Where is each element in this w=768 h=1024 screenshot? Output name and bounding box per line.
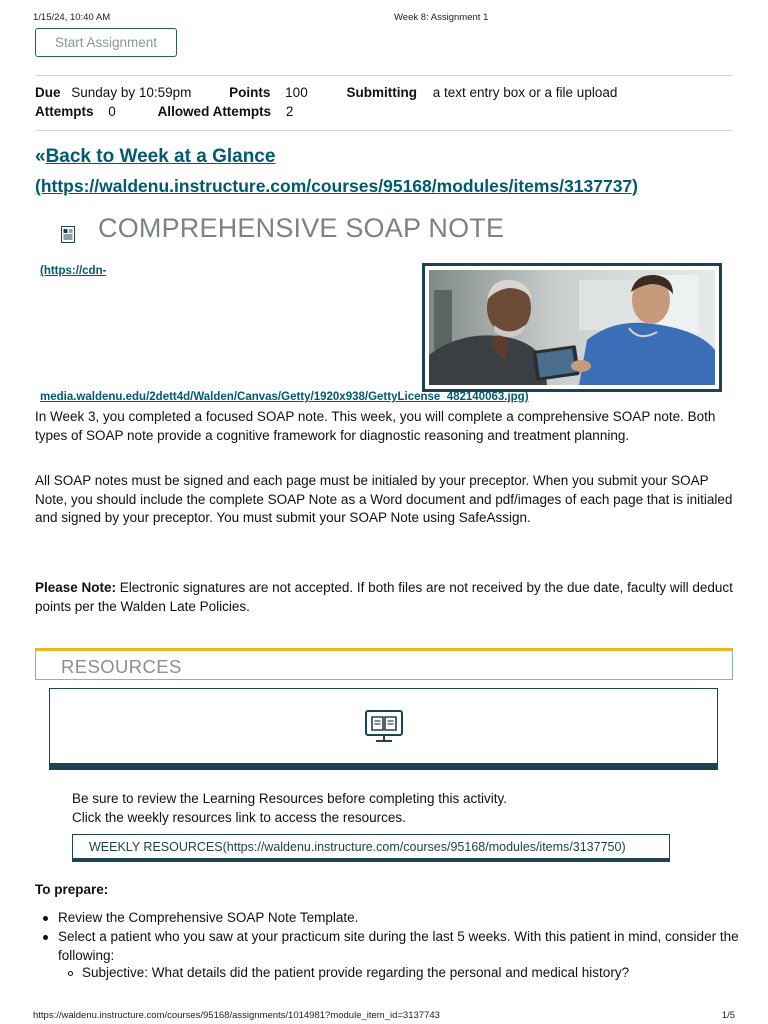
document-icon (61, 226, 75, 243)
sub-list-item-text: Subjective: What details did the patient provide regarding the personal and medical history? (82, 965, 630, 980)
list-item (58, 909, 738, 928)
assignment-details-row-1 (35, 85, 617, 100)
hero-image (422, 263, 722, 392)
page-number: 1/5 (721, 1010, 735, 1021)
divider (35, 75, 732, 76)
note-label: Please Note: (35, 580, 117, 595)
print-page-title: Week 8: Assignment 1 (394, 12, 489, 23)
sub-list-item (82, 964, 732, 983)
intro-paragraph: In Week 3, you completed a focused SOAP note. This week, you will complete a comprehensive SOAP note. Both types of SOAP note provide a cognitive framework for diagnostic reasoning and treatment planning. (35, 409, 716, 443)
allowed-attempts-value: 2 (285, 104, 294, 119)
print-url: https://waldenu.instructure.com/courses/95168/assignments/1014981?module_item_id=3137743 (33, 1010, 440, 1021)
back-link-url[interactable]: (https://waldenu.instructure.com/courses/95168/modules/items/3137737) (35, 176, 638, 196)
start-assignment-button[interactable]: Start Assignment (35, 28, 177, 57)
resources-icon-card (49, 688, 718, 770)
due-label: Due (35, 85, 61, 100)
resources-heading: RESOURCES (61, 656, 182, 677)
circle-bullet-icon (68, 971, 73, 976)
points-value: 100 (285, 85, 308, 100)
book-monitor-icon (364, 709, 404, 745)
back-link-label: Back to Week at a Glance (45, 146, 276, 167)
image-link-part-1[interactable]: (https://cdn- (40, 265, 107, 277)
resources-instruction-2: Click the weekly resources link to access the resources. (72, 810, 406, 825)
page-title: COMPREHENSIVE SOAP NOTE (98, 213, 505, 243)
back-to-week-link[interactable] (35, 146, 275, 168)
instructions-paragraph: All SOAP notes must be signed and each page must be initialed by your preceptor. When you submit your SOAP Note, you should include the complete SOAP Note as a Word document and pdf/images of each page that is initialed and signed by your preceptor. You must submit your SOAP Note using SafeAssign. (35, 473, 733, 526)
list-item-text: Select a patient who you saw at your practicum site during the last 5 weeks. With this patient in mind, consider the following: (58, 929, 739, 963)
image-link-part-2[interactable]: media.waldenu.edu/2dett4d/Walden/Canvas/Getty/1920x938/GettyLicense_482140063.jpg) (40, 391, 529, 403)
note-text: Electronic signatures are not accepted. If both files are not received by the due date, faculty will deduct points per the Walden Late Policies. (35, 580, 733, 614)
attempts-label: Attempts (35, 104, 94, 119)
attempts-value: 0 (108, 104, 116, 119)
weekly-resources-url: (https://waldenu.instructure.com/courses/95168/modules/items/3137750) (222, 839, 626, 854)
bullet-icon (43, 935, 48, 940)
list-item-text: Review the Comprehensive SOAP Note Template. (58, 910, 359, 925)
double-chevron-left-icon: « (35, 146, 46, 167)
doctor-patient-photo (429, 270, 715, 385)
due-value: Sunday by 10:59pm (71, 85, 192, 100)
submitting-label: Submitting (346, 85, 417, 100)
submitting-value: a text entry box or a file upload (432, 85, 618, 100)
resources-section-header (35, 648, 733, 680)
note-paragraph (35, 579, 735, 616)
print-datetime: 1/15/24, 10:40 AM (33, 12, 111, 23)
points-label: Points (229, 85, 271, 100)
divider (35, 130, 732, 131)
list-item (58, 928, 740, 965)
allowed-attempts-label: Allowed Attempts (157, 104, 272, 119)
weekly-resources-button[interactable] (72, 834, 670, 862)
assignment-details-row-2 (35, 104, 293, 119)
weekly-resources-label: WEEKLY RESOURCES (89, 839, 223, 854)
resources-instruction-1: Be sure to review the Learning Resources before completing this activity. (72, 791, 507, 806)
prepare-heading: To prepare: (35, 882, 109, 897)
bullet-icon (43, 916, 48, 921)
